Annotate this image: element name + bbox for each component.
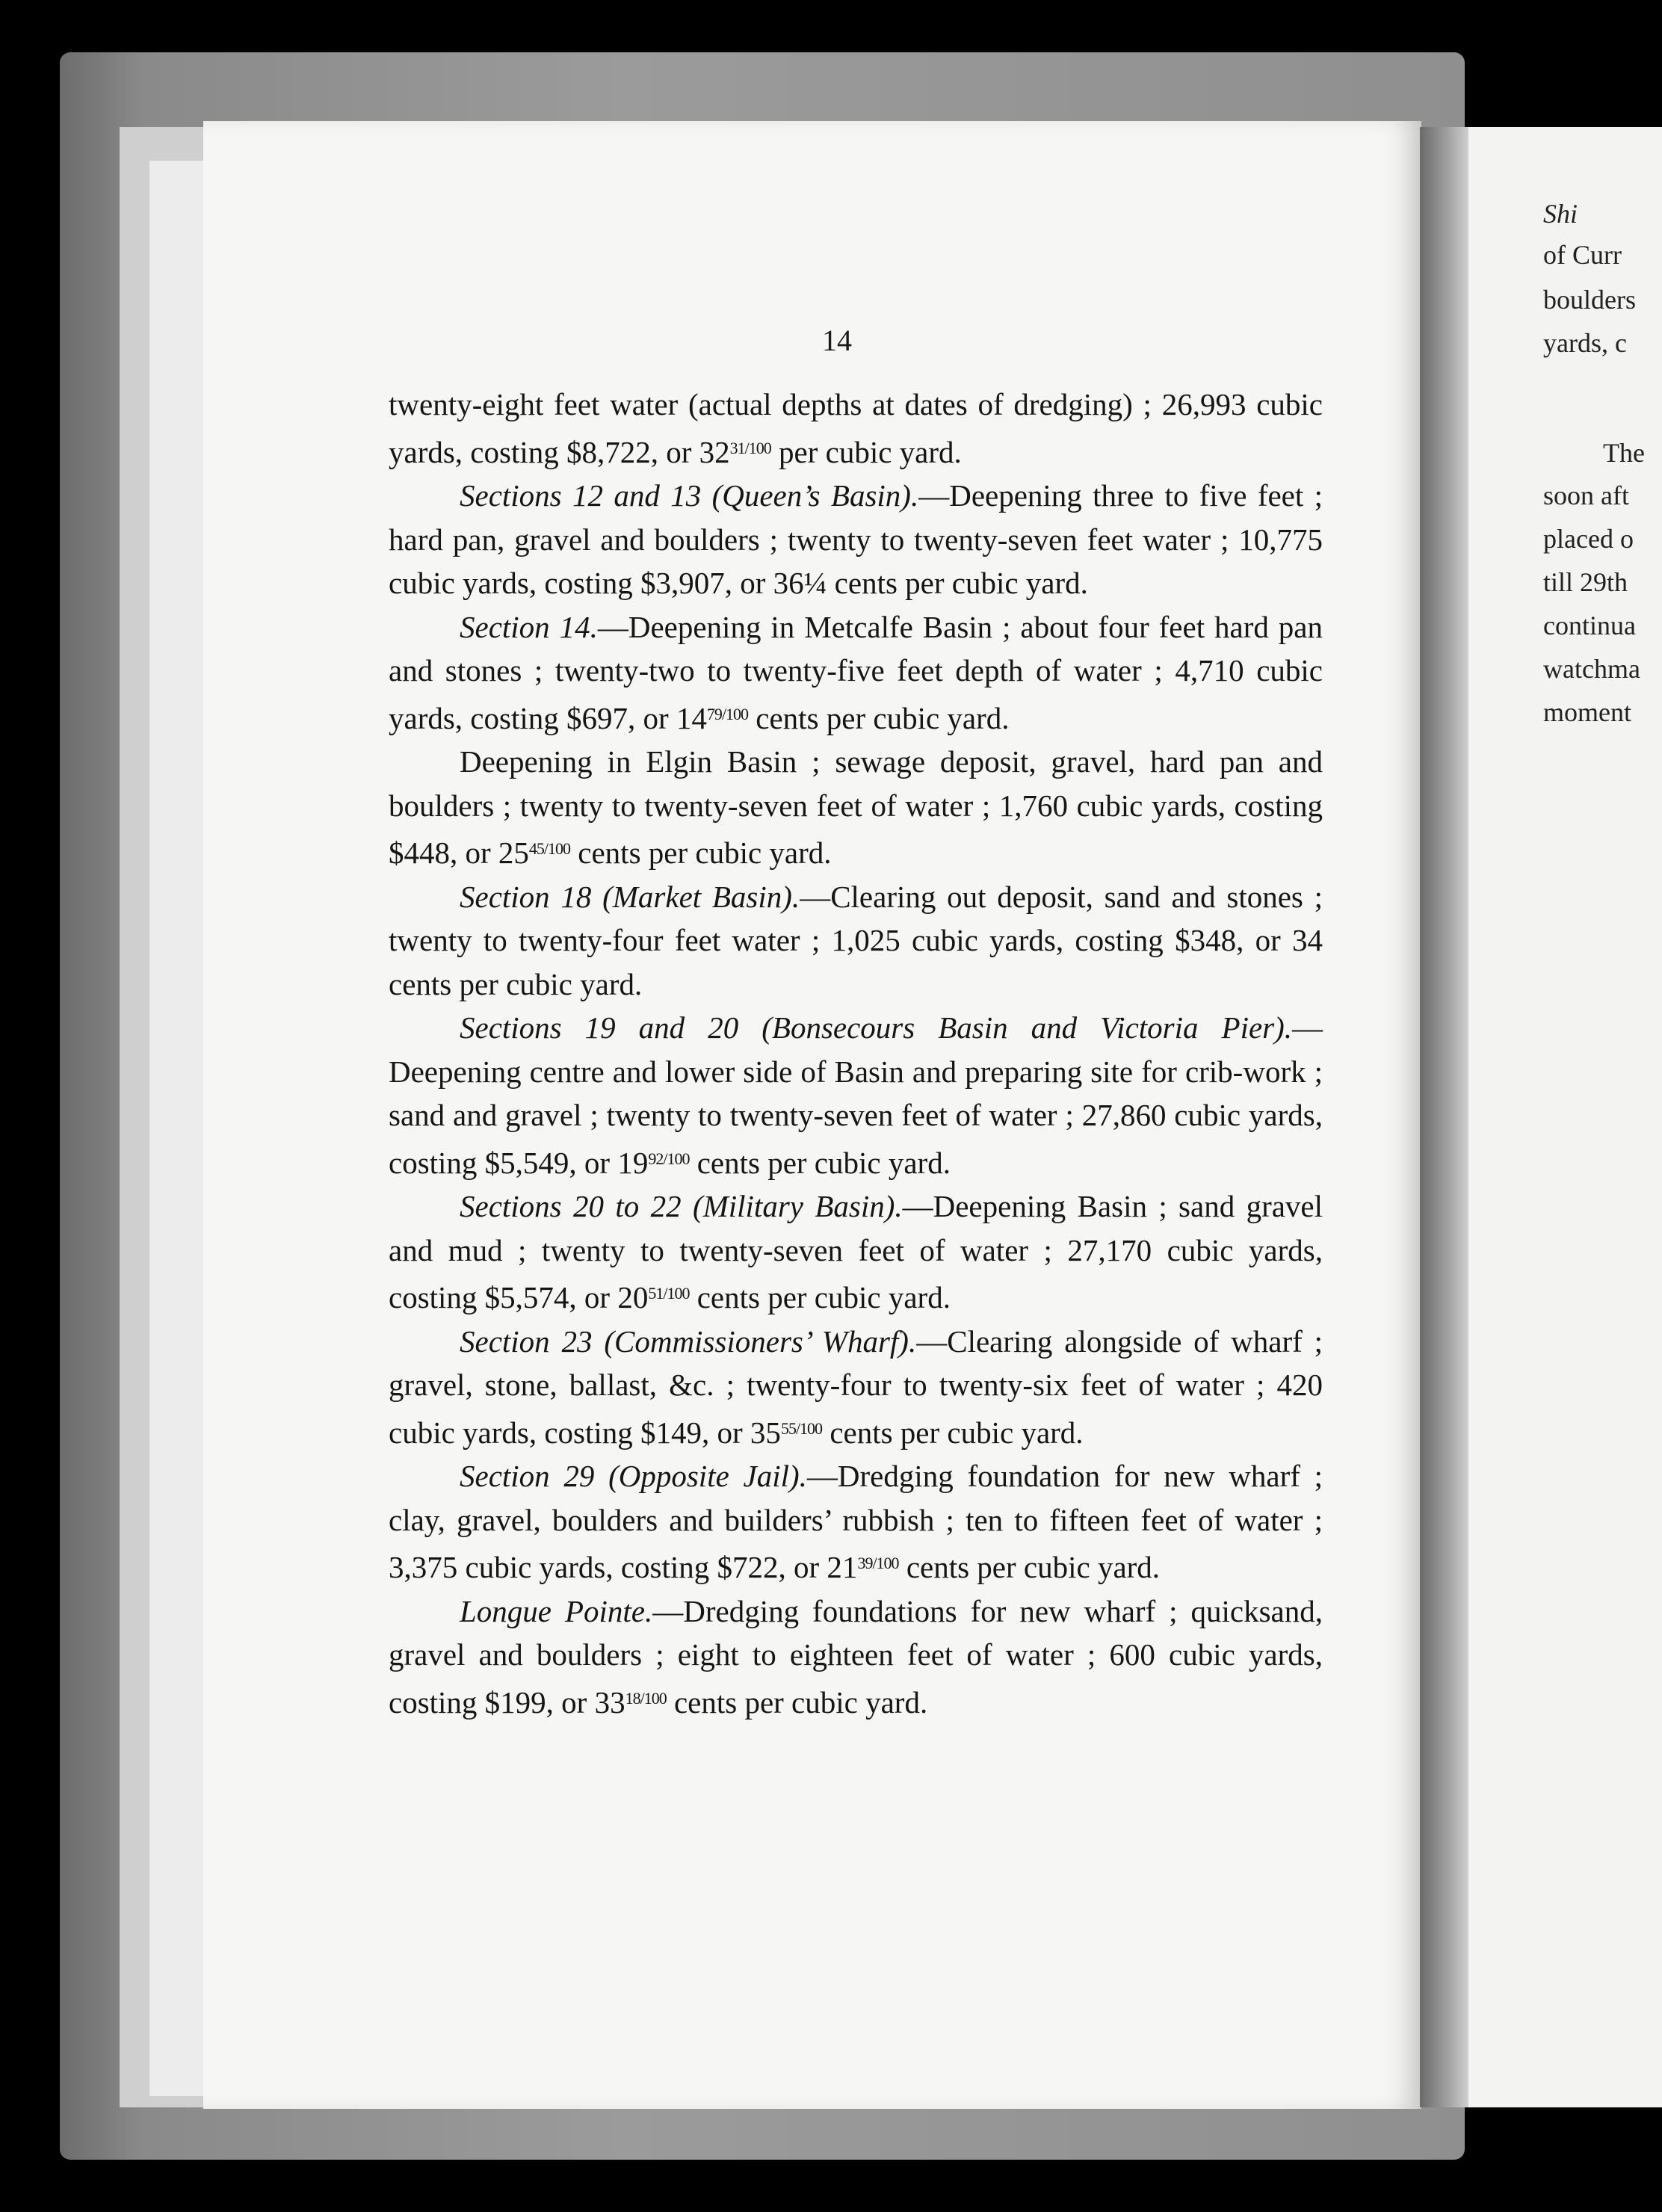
body-text: [389, 383, 1323, 1724]
section-location: (Bonsecours Basin and Victoria Pier).: [762, 1010, 1293, 1045]
next-page-fragment: yards, c: [1543, 328, 1627, 358]
page-number: 14: [822, 324, 852, 357]
section-heading: Sections 12 and 13: [460, 478, 702, 513]
fraction: 79/100: [706, 704, 749, 723]
next-page-fragment: Shi: [1543, 199, 1578, 229]
next-page-fragment: soon aft: [1543, 481, 1629, 510]
book-gutter: [1420, 127, 1472, 2107]
fraction: 31/100: [729, 438, 771, 457]
next-page-fragment: boulders: [1543, 285, 1636, 315]
section-location: (Opposite Jail).: [608, 1459, 807, 1493]
paragraph: twenty-eight feet water (actual depths at dates of dredging) ; 26,993 cubic yards, costing $8,722, or $32^{31/100}$ per cubic yard.: [389, 387, 1323, 469]
right-page-edge: [1468, 127, 1662, 2107]
section-heading: Sections 19 and 20: [460, 1010, 739, 1045]
section-heading: Section 18: [460, 879, 592, 914]
next-page-fragment: continua: [1543, 611, 1636, 640]
fraction: 18/100: [625, 1688, 667, 1708]
section-heading: Section 23: [460, 1323, 593, 1359]
fraction: 92/100: [648, 1149, 690, 1168]
fraction: 45/100: [528, 839, 571, 858]
next-page-fragment: The: [1603, 438, 1645, 468]
paragraph: Sections 19 and 20 (Bonsecours Basin and Victoria Pier).—Deepening centre and lower side of Basin and preparing site for crib-work ; sand and gravel ; twenty to twenty-seven feet of water ; 27,860 cubic yards, costing $5,549, or $19^{92/100}$ cents per cubic yard.: [389, 1010, 1323, 1180]
paragraph: Section 23 (Commissioners’ Wharf).—Clearing alongside of wharf ; gravel, stone, ballast, &c. ; twenty-four to twenty-six feet of water ; 420 cubic yards, costing $149, or $35^{55/100}$ cents per cubic yard.: [389, 1323, 1323, 1450]
fraction: 55/100: [780, 1418, 823, 1438]
section-heading: Longue Pointe.: [460, 1593, 653, 1628]
paragraph: Section 29 (Opposite Jail).—Dredging foundation for new wharf ; clay, gravel, boulders and builders’ rubbish ; ten to fifteen feet of water ; 3,375 cubic yards, costing $722, or $21^{39/100}$ cents per cubic yard.: [389, 1459, 1323, 1584]
next-page-fragment: watchma: [1543, 654, 1640, 684]
paragraph: Section 18 (Market Basin).—Clearing out deposit, sand and stones ; twenty to twenty-four feet water ; 1,025 cubic yards, costing $348, or 34 cents per cubic yard.: [389, 879, 1323, 1001]
section-heading: Section 29: [460, 1459, 595, 1493]
fraction: 39/100: [857, 1554, 899, 1572]
paragraph: Section 14.—Deepening in Metcalfe Basin ; about four feet hard pan and stones ; twenty-two to twenty-five feet depth of water ; 4,710 cubic yards, costing $697, or $14^{79/100}$ cents per cubic yard.: [389, 609, 1323, 735]
paragraph: Sections 12 and 13 (Queen’s Basin).—Deepening three to five feet ; hard pan, gravel and boulders ; twenty to twenty-seven feet water ; 10,775 cubic yards, costing $3,907, or 36¼ cents per cubic yard.: [389, 478, 1323, 600]
section-location: (Commissioners’ Wharf).: [604, 1323, 917, 1359]
next-page-fragment: moment: [1543, 697, 1631, 727]
paragraph: Deepening in Elgin Basin ; sewage deposit, gravel, hard pan and boulders ; twenty to twenty-seven feet of water ; 1,760 cubic yards, costing $448, or $25^{45/100}$ cents per cubic yard.: [389, 744, 1323, 870]
paragraph: Longue Pointe.—Dredging foundations for new wharf ; quicksand, gravel and boulders ; eight to eighteen feet of water ; 600 cubic yards, costing $199, or $33^{18/100}$ cents per cubic yard.: [389, 1593, 1323, 1720]
next-page-fragment: of Curr: [1543, 240, 1622, 270]
section-location: (Market Basin).: [602, 879, 800, 914]
next-page-fragment: placed o: [1543, 524, 1634, 554]
fraction: 51/100: [648, 1284, 690, 1303]
section-location: (Military Basin).: [692, 1189, 903, 1223]
next-page-fragment: till 29th: [1543, 567, 1628, 597]
section-heading: Sections 20 to 22: [460, 1189, 682, 1223]
section-heading: Section 14.: [460, 609, 598, 644]
section-location: (Queen’s Basin).: [711, 478, 919, 513]
paragraph: Sections 20 to 22 (Military Basin).—Deepening Basin ; sand gravel and mud ; twenty to twenty-seven feet of water ; 27,170 cubic yards, costing $5,574, or $20^{51/100}$ cents per cubic yard.: [389, 1189, 1323, 1314]
